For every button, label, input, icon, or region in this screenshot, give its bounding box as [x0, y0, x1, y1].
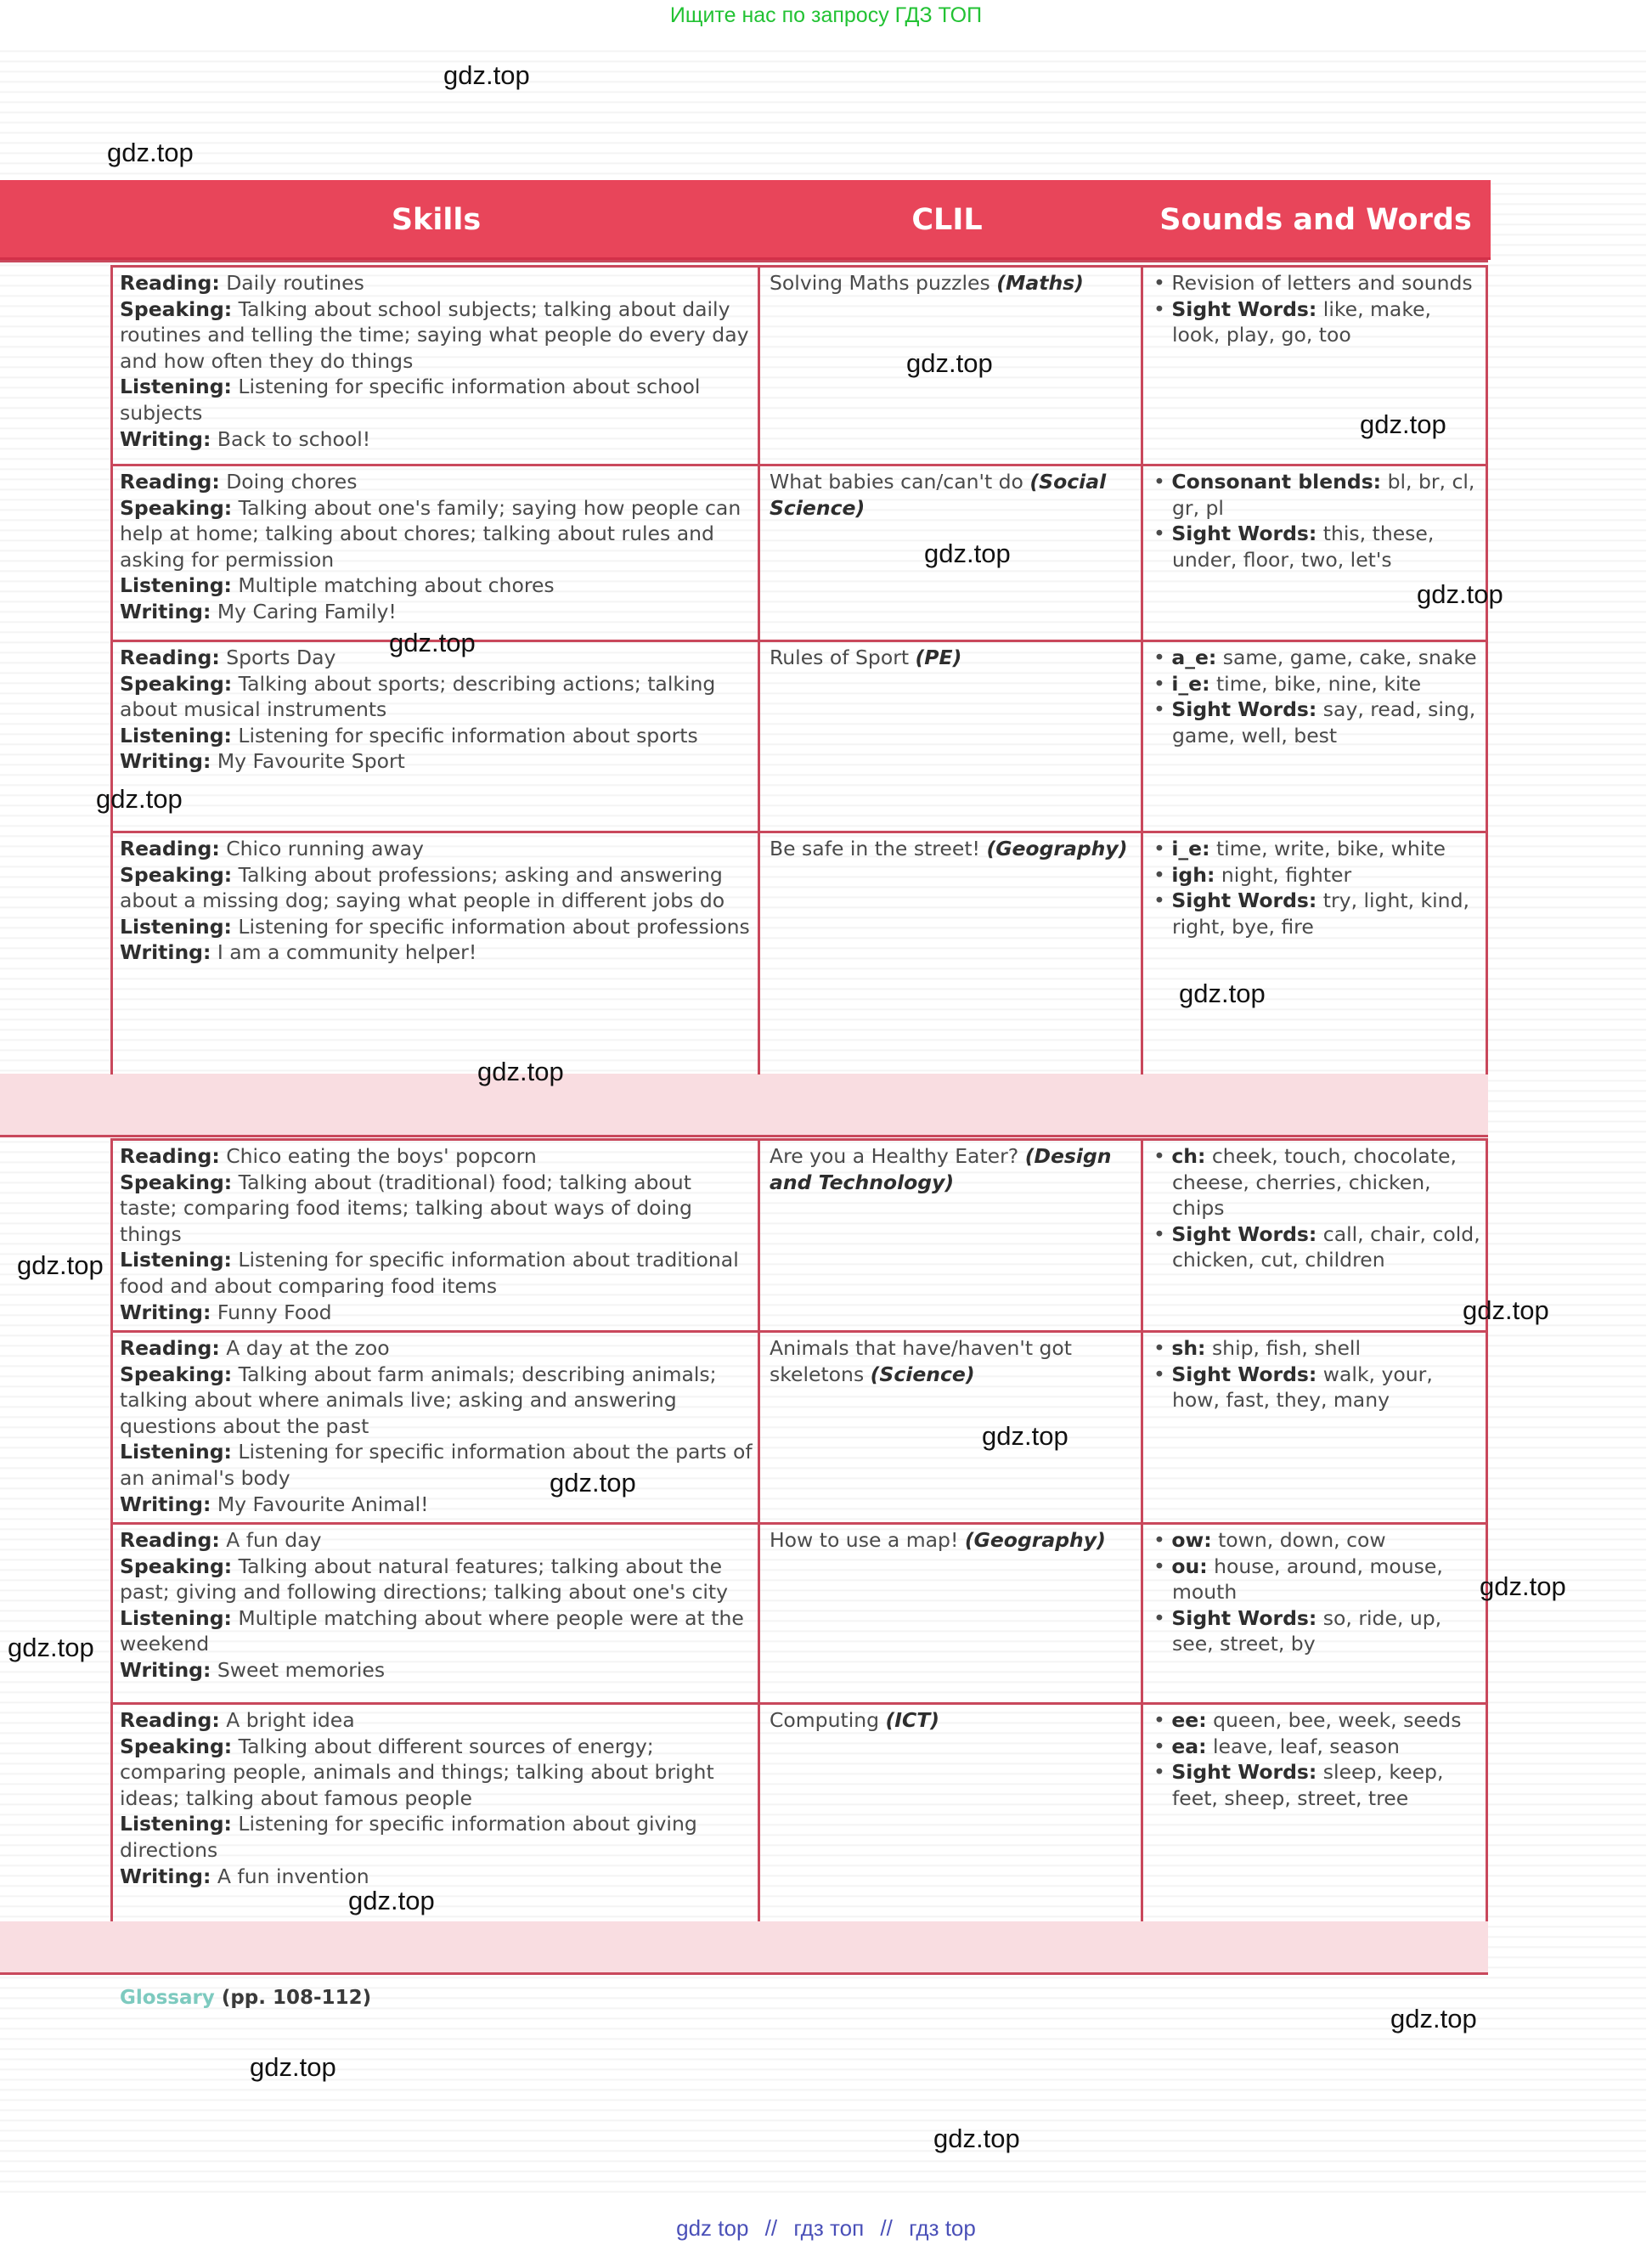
watermark: gdz.top: [924, 539, 1011, 568]
clil-cell: Animals that have/haven't got skeletons (Science): [770, 1336, 1073, 1386]
section-rule: [0, 1135, 1488, 1137]
clil-cell: How to use a map! (Geography): [770, 1528, 1106, 1552]
sounds-cell: • a_e: same, game, cake, snake • i_e: time, bike, nine, kite • Sight Words: say, read, sing, game, well, best: [1153, 646, 1477, 747]
clil-cell: Are you a Healthy Eater? (Design and Technology): [770, 1144, 1112, 1194]
header-skills: Skills: [391, 203, 482, 237]
clil-cell: What babies can/can't do (Social Science): [770, 470, 1107, 520]
section-band: [0, 1921, 1488, 1972]
header-sounds-and-words: Sounds and Words: [1159, 203, 1472, 237]
grid-line: [758, 1138, 760, 1921]
grid-line: [110, 1702, 1488, 1705]
clil-cell: Be safe in the street! (Geography): [770, 837, 1128, 860]
skills-cell: Reading: Doing chores Speaking: Talking about one's family; saying how people can help at home; talking about chores; talking about rules and asking for permission Listening: Multiple matching about chores Writing: My Caring Family!: [120, 470, 741, 623]
watermark: gdz.top: [107, 138, 194, 167]
separator: //: [764, 2215, 778, 2241]
grid-line: [110, 464, 1488, 466]
watermark: gdz.top: [250, 2052, 336, 2082]
grid-line: [110, 1522, 1488, 1525]
skills-cell: Reading: Daily routines Speaking: Talking about school subjects; talking about daily routines and telling the time; saying what people do every day and how often they do things Listening: Listening for specific information about school subjects Writing: Back to school!: [120, 271, 749, 451]
watermark: gdz.top: [1480, 1571, 1566, 1601]
watermark: gdz.top: [933, 2124, 1020, 2153]
clil-cell: Computing (ICT): [770, 1708, 940, 1732]
watermark: gdz.top: [389, 628, 476, 657]
watermark: gdz.top: [1360, 409, 1446, 439]
grid-line: [110, 640, 1488, 642]
grid-line: [110, 265, 1488, 268]
sounds-cell: • Consonant blends: bl, br, cl, gr, pl • Sight Words: this, these, under, floor, two, let's: [1153, 470, 1475, 572]
section-rule-bottom: [0, 1972, 1488, 1975]
grid-line: [110, 831, 1488, 833]
bottom-links: [0, 2215, 1652, 2242]
top-banner[interactable]: Ищите нас по запросу ГДЗ ТОП: [669, 3, 983, 27]
watermark: gdz.top: [550, 1468, 636, 1498]
bottom-link[interactable]: гдз top: [909, 2215, 976, 2241]
skills-cell: Reading: Chico eating the boys' popcorn Speaking: Talking about (traditional) food; talking about taste; comparing food items; talking about ways of doing things Listening: Listening for specific information about traditional food and about comparing food items Writing: Funny Food: [120, 1144, 739, 1324]
sounds-cell: • ee: queen, bee, week, seeds • ea: leave, leaf, season • Sight Words: sleep, keep, feet, sheep, street, tree: [1153, 1708, 1462, 1810]
grid-line: [110, 1138, 113, 1921]
grid-line: [110, 1330, 1488, 1333]
watermark: gdz.top: [17, 1250, 104, 1280]
grid-line: [1486, 1138, 1488, 1921]
watermark: gdz.top: [96, 784, 183, 814]
bottom-link[interactable]: гдз топ: [793, 2215, 865, 2241]
glossary-line: Glossary (pp. 108-112): [120, 1987, 372, 2009]
watermark: gdz.top: [1390, 2004, 1477, 2033]
watermark: gdz.top: [1179, 979, 1266, 1008]
clil-cell: Rules of Sport (PE): [770, 646, 962, 669]
sounds-cell: • sh: ship, fish, shell • Sight Words: walk, your, how, fast, they, many: [1153, 1336, 1433, 1413]
watermark: gdz.top: [8, 1633, 94, 1662]
grid-line: [110, 1138, 1488, 1141]
skills-cell: Reading: A fun day Speaking: Talking about natural features; talking about the past; giving and following directions; talking about one's city Listening: Multiple matching about where people were at the weekend Writing: Sweet memories: [120, 1528, 744, 1682]
watermark: gdz.top: [1463, 1295, 1549, 1325]
table-header: [0, 180, 1491, 260]
skills-cell: Reading: A day at the zoo Speaking: Talking about farm animals; describing animals; talking about where animals live; asking and answering questions about the past Listening: Listening for specific information about the parts of an animal's body Writing: My Favourite Animal!: [120, 1336, 753, 1516]
sounds-cell: • ch: cheek, touch, chocolate, cheese, cherries, chicken, chips • Sight Words: call, chair, cold, chicken, cut, children: [1153, 1144, 1480, 1272]
sounds-cell: • ow: town, down, cow • ou: house, around, mouse, mouth • Sight Words: so, ride, up, see, street, by: [1153, 1528, 1443, 1656]
grid-line: [1141, 265, 1143, 1075]
bottom-link[interactable]: gdz top: [676, 2215, 749, 2241]
sounds-cell: • i_e: time, write, bike, white • igh: night, fighter • Sight Words: try, light, kind, right, bye, fire: [1153, 837, 1469, 939]
skills-cell: Reading: A bright idea Speaking: Talking about different sources of energy; comparing people, animals and things; talking about bright ideas; talking about famous people Listening: Listening for specific information about giving directions Writing: A fun invention: [120, 1708, 714, 1888]
watermark: gdz.top: [1417, 579, 1503, 609]
skills-cell: Reading: Chico running away Speaking: Talking about professions; asking and answering about a missing dog; saying what people in different jobs do Listening: Listening for specific information about professions Writing: I am a community helper!: [120, 837, 750, 965]
watermark: gdz.top: [477, 1057, 564, 1086]
sounds-cell: • Revision of letters and sounds • Sight Words: like, make, look, play, go, too: [1153, 271, 1473, 347]
header-clil: CLIL: [911, 203, 983, 237]
grid-line: [1141, 1138, 1143, 1921]
skills-cell: Reading: Sports Day Speaking: Talking about sports; describing actions; talking about musical instruments Listening: Listening for specific information about sports Writing: My Favourite Sport: [120, 646, 716, 774]
section-rule-top: [0, 260, 1488, 262]
clil-cell: Solving Maths puzzles (Maths): [770, 271, 1084, 295]
grid-line: [110, 265, 113, 1075]
grid-line: [758, 265, 760, 1075]
glossary-link[interactable]: Glossary: [120, 1987, 215, 2009]
separator: //: [880, 2215, 893, 2241]
watermark: gdz.top: [982, 1421, 1068, 1451]
section-band: [0, 1074, 1488, 1135]
watermark: gdz.top: [443, 60, 530, 90]
watermark: gdz.top: [348, 1886, 435, 1915]
watermark: gdz.top: [906, 348, 993, 378]
grid-line: [1486, 265, 1488, 1075]
